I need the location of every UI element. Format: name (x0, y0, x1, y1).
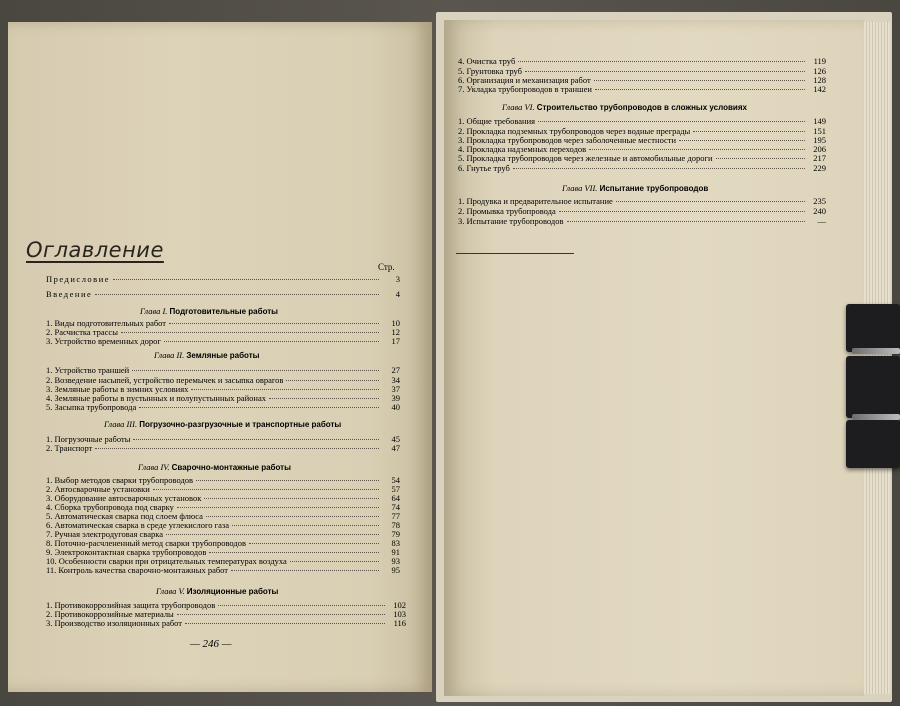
toc-entry[interactable]: 9. Электроконтактная сварка трубопроводов 91 (46, 547, 400, 557)
toc-entry[interactable]: 3. Производство изоляционных работ 116 (46, 618, 406, 628)
toc-entry[interactable]: 1. Виды подготовительных работ 10 (46, 318, 400, 328)
chapter-heading: Глава VI. Строительство трубопроводов в сложных условиях (502, 102, 747, 112)
toc-entry[interactable]: 11. Контроль качества сварочно-монтажных работ 95 (46, 565, 400, 575)
toc-entry[interactable]: 4. Сборка трубопровода под сварку 74 (46, 502, 400, 512)
toc-entry[interactable]: 3. Устройство временных дорог 17 (46, 336, 400, 346)
binder-clip-bottom (846, 420, 900, 468)
chapter-heading: Глава I. Подготовительные работы (140, 306, 279, 316)
toc-entry[interactable]: 10. Особенности сварки при отрицательных температурах воздуха 93 (46, 556, 400, 566)
toc-entry[interactable]: 3. Испытание трубопроводов — (458, 216, 826, 226)
binder-clip-top (846, 304, 900, 352)
toc-entry-introduction[interactable]: Введение 4 (46, 289, 400, 299)
toc-entry[interactable]: 4. Земляные работы в пустынных и полупустынных районах 39 (46, 393, 400, 403)
toc-entry[interactable]: 2. Промывка трубопровода 240 (458, 206, 826, 216)
toc-entry[interactable]: 2. Расчистка трассы 12 (46, 327, 400, 337)
toc-entry[interactable]: 7. Укладка трубопроводов в траншеи 142 (458, 84, 826, 94)
toc-entry[interactable]: 8. Поточно-расчлененный метод сварки трубопроводов 83 (46, 538, 400, 548)
binder-clip-middle (846, 356, 900, 418)
toc-entry[interactable]: 2. Прокладка подземных трубопроводов через водные преграды 151 (458, 126, 826, 136)
binder-clip-highlight (852, 414, 900, 420)
toc-entry[interactable]: 2. Возведение насыпей, устройство перемычек и засыпка оврагов 34 (46, 375, 400, 385)
toc-entry[interactable]: 3. Земляные работы в зимних условиях 37 (46, 384, 400, 394)
toc-entry[interactable]: 6. Автоматическая сварка в среде углекислого газа 78 (46, 520, 400, 530)
toc-entry[interactable]: 5. Грунтовка труб 126 (458, 66, 826, 76)
chapter-heading: Глава II. Земляные работы (154, 350, 260, 360)
toc-entry[interactable]: 1. Общие требования 149 (458, 116, 826, 126)
toc-entry[interactable]: 2. Транспорт 47 (46, 443, 400, 453)
toc-entry-preface[interactable]: Предисловие 3 (46, 274, 400, 284)
toc-entry[interactable]: 7. Ручная электродуговая сварка 79 (46, 529, 400, 539)
toc-entry[interactable]: 5. Автоматическая сварка под слоем флюса 77 (46, 511, 400, 521)
chapter-heading: Глава VII. Испытание трубопроводов (562, 183, 709, 193)
chapter-heading: Глава IV. Сварочно-монтажные работы (138, 462, 291, 472)
page-number: — 246 — (190, 638, 232, 650)
binder-clip-highlight (852, 348, 900, 354)
toc-entry[interactable]: 5. Прокладка трубопроводов через железные и автомобильные дороги 217 (458, 153, 826, 163)
toc-title: Оглавление (26, 238, 164, 262)
toc-entry[interactable]: 2. Автосварочные установки 57 (46, 484, 400, 494)
toc-entry[interactable]: 3. Оборудование автосварочных установок 64 (46, 493, 400, 503)
page-column-label: Стр. (378, 262, 395, 272)
toc-entry[interactable]: 6. Гнутье труб 229 (458, 163, 826, 173)
toc-entry[interactable]: 2. Противокоррозийные материалы 103 (46, 609, 406, 619)
toc-entry[interactable]: 1. Выбор методов сварки трубопроводов 54 (46, 475, 400, 485)
toc-entry[interactable]: 3. Прокладка трубопроводов через заболоченные местности 195 (458, 135, 826, 145)
end-rule (456, 253, 574, 254)
toc-entry[interactable]: 1. Устройство траншей 27 (46, 365, 400, 375)
toc-entry[interactable]: 4. Прокладка надземных переходов 206 (458, 144, 826, 154)
chapter-heading: Глава V. Изоляционные работы (156, 586, 279, 596)
toc-entry[interactable]: 6. Организация и механизация работ 128 (458, 75, 826, 85)
toc-entry[interactable]: 1. Противокоррозийная защита трубопроводов 102 (46, 600, 406, 610)
toc-entry[interactable]: 1. Продувка и предварительное испытание 235 (458, 196, 826, 206)
toc-entry[interactable]: 5. Засыпка трубопровода 40 (46, 402, 400, 412)
toc-entry[interactable]: 4. Очистка труб 119 (458, 56, 826, 66)
toc-entry[interactable]: 1. Погрузочные работы 45 (46, 434, 400, 444)
chapter-heading: Глава III. Погрузочно-разгрузочные и транспортные работы (104, 419, 342, 429)
